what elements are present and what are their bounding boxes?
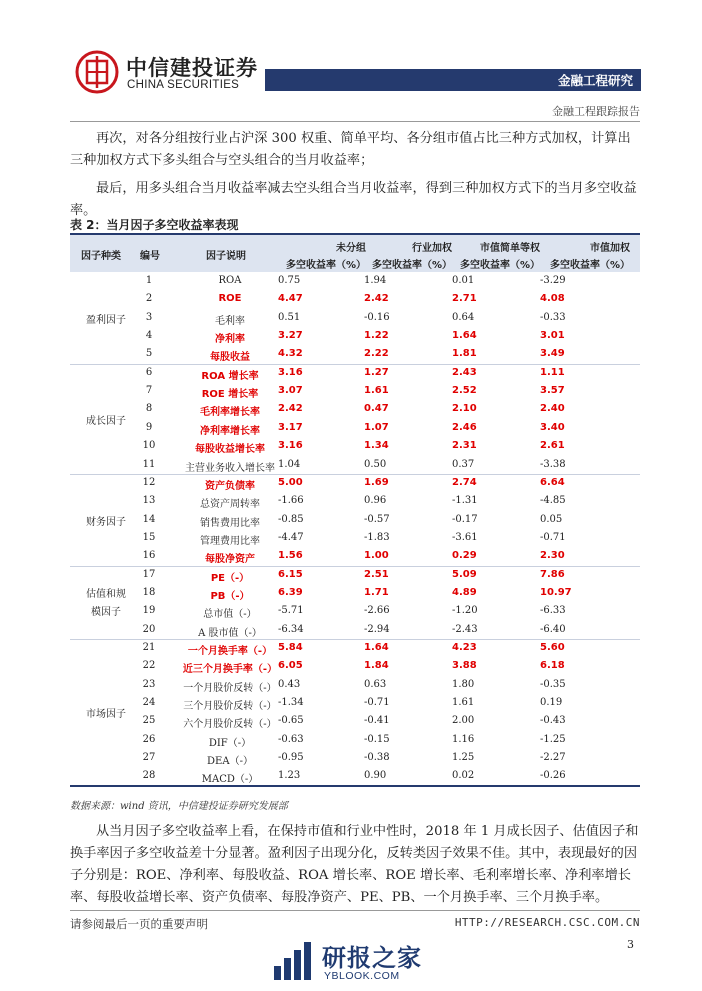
row-value: -0.41: [364, 715, 390, 727]
row-value: -1.34: [278, 697, 304, 709]
row-value: -1.66: [278, 495, 304, 507]
row-value: 2.22: [364, 348, 389, 360]
row-number: 13: [142, 495, 156, 507]
row-description: PE（-）: [210, 572, 250, 584]
row-value: -1.25: [540, 733, 566, 745]
header-description: 因子说明: [206, 251, 246, 262]
row-value: 5.84: [278, 642, 303, 653]
row-number: 4: [145, 330, 153, 342]
row-number: 8: [145, 403, 153, 415]
watermark-text-cn: 研报之家: [322, 944, 422, 972]
row-value: 3.16: [278, 366, 303, 378]
row-description: DEA（-）: [207, 756, 253, 768]
row-value: 4.08: [540, 293, 565, 305]
row-value: -4.85: [540, 495, 566, 507]
row-value: 2.71: [452, 293, 477, 305]
report-subtitle: 金融工程跟踪报告: [552, 105, 640, 118]
paragraph-weighting: 再次，对各分组按行业占沪深 300 权重、简单平均、各分组市值占比三种方式加权，计算出三种加权方式下多头组合与空头组合的当月收益率；: [70, 131, 631, 168]
row-number: 11: [142, 458, 156, 470]
row-description: ROA: [218, 275, 242, 286]
row-value: -0.26: [540, 770, 566, 782]
row-value: -5.71: [278, 605, 304, 617]
row-value: 1.07: [364, 421, 389, 433]
row-value: 3.88: [452, 660, 477, 672]
row-number: 18: [142, 586, 156, 598]
row-value: 5.09: [452, 568, 477, 580]
row-value: 0.05: [540, 513, 563, 525]
footer-divider: [70, 910, 640, 911]
row-number: 9: [145, 421, 153, 433]
row-description: PB（-）: [210, 590, 250, 602]
row-value: -0.65: [278, 715, 304, 727]
table-source: 数据来源：wind 资讯，中信建投证券研究发展部: [70, 801, 288, 812]
row-description: 主营业务收入增长率: [185, 462, 275, 474]
group-divider: [70, 474, 640, 475]
group-divider: [70, 566, 640, 567]
row-value: 1.61: [364, 385, 389, 397]
header-factor-type: 因子种类: [81, 251, 121, 262]
row-value: -0.43: [540, 715, 566, 727]
row-value: 0.96: [364, 495, 387, 507]
group-divider: [70, 364, 640, 365]
row-number: 26: [142, 733, 156, 745]
row-value: -2.66: [364, 605, 390, 617]
table-header: [70, 235, 640, 272]
row-value: 1.16: [452, 733, 475, 745]
row-value: -1.31: [452, 495, 478, 507]
section-title: 金融工程研究: [557, 73, 633, 88]
row-value: -2.27: [540, 752, 566, 764]
row-description: 每股收益增长率: [195, 444, 265, 456]
row-value: 2.31: [452, 440, 477, 452]
row-number: 12: [142, 476, 156, 488]
row-value: 2.00: [452, 715, 475, 727]
row-number: 14: [142, 513, 156, 525]
row-value: 6.64: [540, 476, 565, 488]
row-value: 0.75: [278, 275, 301, 286]
row-value: 1.71: [364, 586, 389, 598]
row-number: 19: [142, 605, 156, 617]
row-value: 0.90: [364, 770, 387, 782]
row-number: 21: [142, 642, 156, 653]
group-label: 成长因子: [86, 415, 126, 427]
row-description: ROA 增长率: [201, 370, 259, 382]
group-label-line1: 估值和规: [86, 589, 126, 601]
row-value: 0.43: [278, 678, 301, 690]
section-banner: [265, 69, 641, 91]
paragraph-long-short: 最后，用多头组合当月收益率减去空头组合当月收益率，得到三种加权方式下的当月多空收益率。: [70, 181, 637, 218]
row-value: 0.51: [278, 311, 301, 323]
row-value: -0.33: [540, 311, 566, 323]
page-number: 3: [627, 938, 634, 951]
brand-name-en: CHINA SECURITIES: [127, 79, 240, 91]
row-description: 总市值（-）: [203, 609, 257, 621]
row-value: 0.02: [452, 770, 475, 782]
row-value: 3.17: [278, 421, 303, 433]
row-value: 4.23: [452, 642, 477, 653]
row-value: -1.83: [364, 531, 390, 543]
row-value: 2.51: [364, 568, 389, 580]
row-value: 1.11: [540, 366, 565, 378]
watermark: [272, 938, 422, 988]
row-value: 2.42: [364, 293, 389, 305]
row-value: 4.32: [278, 348, 303, 360]
header-divider: [70, 121, 640, 122]
footer-url[interactable]: HTTP://RESEARCH.CSC.COM.CN: [454, 916, 640, 929]
row-value: 1.64: [364, 642, 389, 653]
row-value: 1.94: [364, 275, 387, 286]
row-value: 0.37: [452, 458, 475, 470]
row-number: 1: [145, 275, 153, 286]
row-description: 毛利率: [215, 315, 245, 327]
header-col1-title: 未分组: [336, 243, 366, 254]
row-value: -0.16: [364, 311, 390, 323]
row-value: 1.22: [364, 330, 389, 342]
row-value: 1.56: [278, 550, 303, 562]
row-value: -6.33: [540, 605, 566, 617]
row-value: 1.34: [364, 440, 389, 452]
row-value: -3.61: [452, 531, 478, 543]
row-value: 3.07: [278, 385, 303, 397]
row-value: 5.00: [278, 476, 303, 488]
row-number: 25: [142, 715, 156, 727]
row-value: -0.15: [364, 733, 390, 745]
row-value: 0.19: [540, 697, 563, 709]
row-description: ROE: [218, 293, 242, 305]
row-value: 0.01: [452, 275, 475, 286]
row-value: 1.61: [452, 697, 475, 709]
header-col1-sub: 多空收益率（%）: [285, 260, 366, 271]
row-number: 28: [142, 770, 156, 782]
row-value: 1.25: [452, 752, 475, 764]
paragraph-analysis: 从当月因子多空收益率上看，在保持市值和行业中性时，2018 年 1 月成长因子、估值因子和换手率因子多空收益差十分显著。盈利因子出现分化，反转类因子效果不佳。其中，表现最好的因子分别是：ROE、净利率、每股收益、ROA 增长率、ROE 增长率、毛利率增长率、净利率增长率、每股收益增长率、资产负债率、每股净资产、PE、PB、一个月换手率、三个月换手率。: [70, 824, 639, 905]
row-value: -2.94: [364, 623, 390, 635]
row-value: 0.47: [364, 403, 389, 415]
row-description: A 股市值（-）: [198, 627, 262, 639]
row-value: -3.38: [540, 458, 566, 470]
row-value: -6.34: [278, 623, 304, 635]
row-description: 毛利率增长率: [200, 407, 260, 419]
row-value: 3.27: [278, 330, 303, 342]
row-value: -4.47: [278, 531, 304, 543]
row-value: -6.40: [540, 623, 566, 635]
row-value: 2.42: [278, 403, 303, 415]
group-label-line2: 模因子: [91, 607, 121, 619]
row-value: 1.69: [364, 476, 389, 488]
row-value: 6.39: [278, 586, 303, 598]
row-value: 3.57: [540, 385, 565, 397]
row-value: 1.23: [278, 770, 301, 782]
row-description: 总资产周转率: [200, 499, 260, 511]
row-value: 1.80: [452, 678, 475, 690]
row-value: -0.35: [540, 678, 566, 690]
row-description: 近三个月换手率（-）: [182, 664, 278, 676]
row-value: 2.10: [452, 403, 477, 415]
row-value: 2.40: [540, 403, 565, 415]
row-description: 销售费用比率: [200, 517, 260, 529]
row-value: 3.16: [278, 440, 303, 452]
china-securities-logo: [75, 50, 119, 94]
row-value: -0.38: [364, 752, 390, 764]
row-number: 20: [142, 623, 156, 635]
row-value: 1.81: [452, 348, 477, 360]
row-number: 7: [145, 385, 153, 397]
row-value: 6.18: [540, 660, 565, 672]
row-number: 2: [145, 293, 153, 305]
row-value: 10.97: [540, 586, 572, 598]
row-value: 3.01: [540, 330, 565, 342]
row-number: 23: [142, 678, 156, 690]
row-value: 7.86: [540, 568, 565, 580]
row-number: 10: [142, 440, 156, 452]
row-value: 5.60: [540, 642, 565, 653]
row-value: 2.30: [540, 550, 565, 562]
row-value: 3.49: [540, 348, 565, 360]
row-value: -3.29: [540, 275, 566, 286]
header-col4-title: 市值加权: [590, 243, 630, 254]
row-number: 16: [142, 550, 156, 562]
row-value: 2.61: [540, 440, 565, 452]
row-value: 0.64: [452, 311, 475, 323]
row-value: 2.46: [452, 421, 477, 433]
row-value: -0.57: [364, 513, 390, 525]
group-label: [78, 586, 134, 622]
row-description: 资产负债率: [205, 480, 255, 492]
watermark-bars-icon: [272, 940, 314, 982]
row-description: MACD（-）: [201, 774, 259, 786]
brand-name-cn: 中信建投证券: [126, 56, 258, 80]
row-value: -0.63: [278, 733, 304, 745]
footer-disclaimer: 请参阅最后一页的重要声明: [70, 917, 208, 931]
header-col4-sub: 多空收益率（%）: [549, 260, 630, 271]
row-number: 6: [145, 366, 153, 378]
watermark-text-en: YBLOOK.COM: [324, 970, 400, 982]
row-description: 一个月股价反转（-）: [183, 682, 277, 694]
group-label: 财务因子: [86, 516, 126, 528]
row-value: 6.05: [278, 660, 303, 672]
group-label: 盈利因子: [86, 314, 126, 326]
row-value: 2.74: [452, 476, 477, 488]
row-number: 24: [142, 697, 156, 709]
row-number: 5: [145, 348, 153, 360]
header-number: 编号: [140, 251, 160, 262]
row-value: 3.40: [540, 421, 565, 433]
row-value: 1.27: [364, 366, 389, 378]
group-label: 市场因子: [86, 709, 126, 721]
row-number: 3: [145, 311, 153, 323]
row-value: 1.64: [452, 330, 477, 342]
row-value: -0.71: [364, 697, 390, 709]
table-bottom-rule: [70, 785, 640, 787]
table-title: 表 2：当月因子多空收益率表现: [70, 218, 239, 232]
row-value: -0.95: [278, 752, 304, 764]
row-description: 每股净资产: [205, 554, 255, 566]
row-value: -0.17: [452, 513, 478, 525]
row-value: 6.15: [278, 568, 303, 580]
row-description: 净利率: [215, 334, 245, 346]
header-col2-sub: 多空收益率（%）: [371, 260, 452, 271]
row-description: 净利率增长率: [200, 425, 260, 437]
row-value: 1.00: [364, 550, 389, 562]
row-description: 管理费用比率: [200, 535, 260, 547]
row-value: 0.63: [364, 678, 387, 690]
header-col2-title: 行业加权: [412, 243, 452, 254]
row-value: 0.50: [364, 458, 387, 470]
row-description: DIF（-）: [208, 737, 252, 749]
row-value: -2.43: [452, 623, 478, 635]
row-value: 1.84: [364, 660, 389, 672]
row-number: 27: [142, 752, 156, 764]
row-value: 4.89: [452, 586, 477, 598]
row-value: -0.71: [540, 531, 566, 543]
row-value: 0.29: [452, 550, 477, 562]
row-description: 每股收益: [210, 352, 250, 364]
row-value: 4.47: [278, 293, 303, 305]
header-col3-title: 市值简单等权: [480, 243, 540, 254]
row-value: 2.43: [452, 366, 477, 378]
row-description: 六个月股价反转（-）: [183, 719, 277, 731]
row-description: 一个月换手率（-）: [187, 646, 273, 657]
group-divider: [70, 639, 640, 640]
row-description: ROE 增长率: [201, 389, 259, 401]
row-number: 15: [142, 531, 156, 543]
row-value: 2.52: [452, 385, 477, 397]
row-number: 17: [142, 568, 156, 580]
row-description: 三个月股价反转（-）: [183, 701, 277, 713]
row-value: -0.85: [278, 513, 304, 525]
header-col3-sub: 多空收益率（%）: [459, 260, 540, 271]
row-value: 1.04: [278, 458, 301, 470]
row-number: 22: [142, 660, 156, 672]
row-value: -1.20: [452, 605, 478, 617]
